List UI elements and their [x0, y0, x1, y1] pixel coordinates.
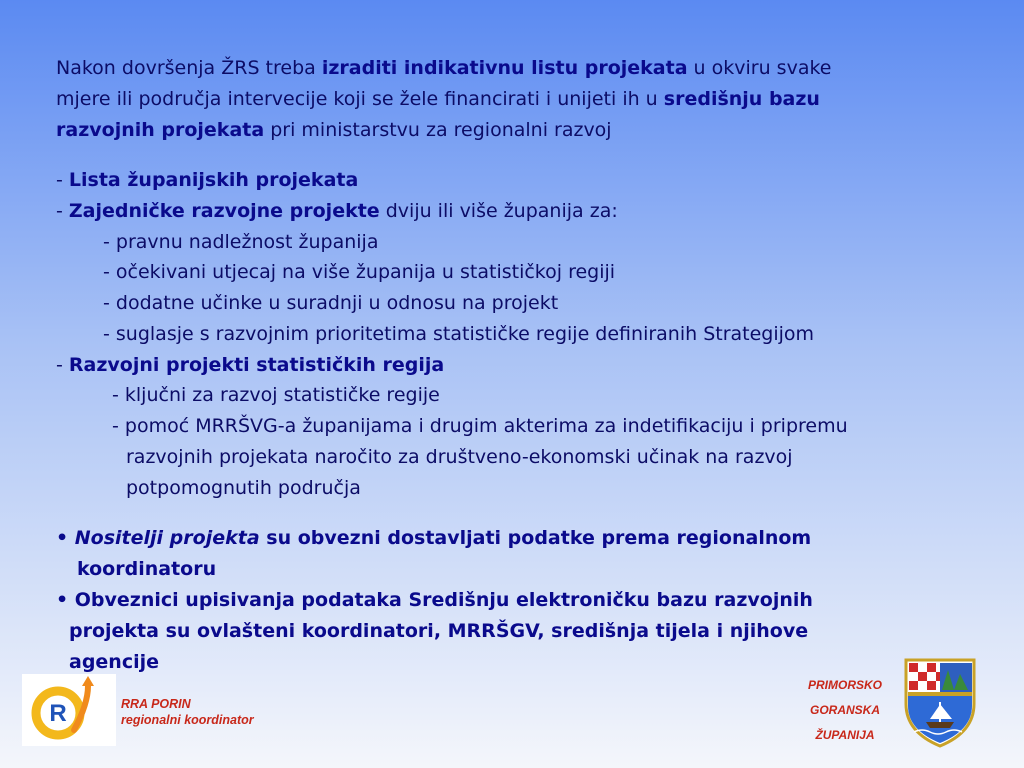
logo-letter: R — [49, 700, 67, 727]
sub-item: - dodatne učinke u suradnji u odnosu na projekt — [103, 292, 559, 314]
bullet-2-continuation: agencije — [69, 651, 160, 673]
sub-item: - pravnu nadležnost županija — [103, 231, 379, 253]
intro-line-2: mjere ili područja intervecije koji se žele financirati i unijeti ih u središnju bazu — [56, 88, 820, 110]
bullet-2-continuation: projekta su ovlašteni koordinatori, MRRŠGV, središnja tijela i njihove — [69, 620, 809, 642]
sub-item: - pomoć MRRŠVG-a županijama i drugim akterima za indetifikaciju i pripremu — [112, 415, 848, 437]
list-item-1: - Lista županijskih projekata — [56, 169, 359, 191]
rra-name: RRA PORIN regionalni koordinator — [121, 697, 254, 727]
county-coat-of-arms-icon — [900, 656, 980, 748]
sub-item-continuation: potpomognutih područja — [126, 477, 361, 499]
intro-line-3: razvojnih projekata pri ministarstvu za regionalni razvoj — [56, 119, 612, 141]
list-item-2: - Zajedničke razvojne projekte dviju ili više županija za: — [56, 200, 618, 222]
sub-item: - suglasje s razvojnim prioritetima statističke regije definiranih Strategijom — [103, 323, 815, 345]
bullet-2: • Obveznici upisivanja podataka Središnju elektroničku bazu razvojnih — [56, 589, 813, 611]
bullet-1: • Nositelji projekta su obvezni dostavljati podatke prema regionalnom — [56, 527, 812, 549]
list-item-3: - Razvojni projekti statističkih regija — [56, 354, 445, 376]
sub-item: - očekivani utjecaj na više županija u statističkoj regiji — [103, 261, 616, 283]
rra-porin-logo — [22, 674, 116, 746]
county-name: PRIMORSKO GORANSKA ŽUPANIJA — [807, 678, 882, 742]
intro-line-1: Nakon dovršenja ŽRS treba izraditi indikativnu listu projekata u okviru svake — [56, 57, 832, 79]
sub-item-continuation: razvojnih projekata naročito za društveno-ekonomski učinak na razvoj — [126, 446, 793, 468]
sub-item: - ključni za razvoj statističke regije — [112, 384, 440, 406]
bullet-1-continuation: koordinatoru — [77, 558, 217, 580]
